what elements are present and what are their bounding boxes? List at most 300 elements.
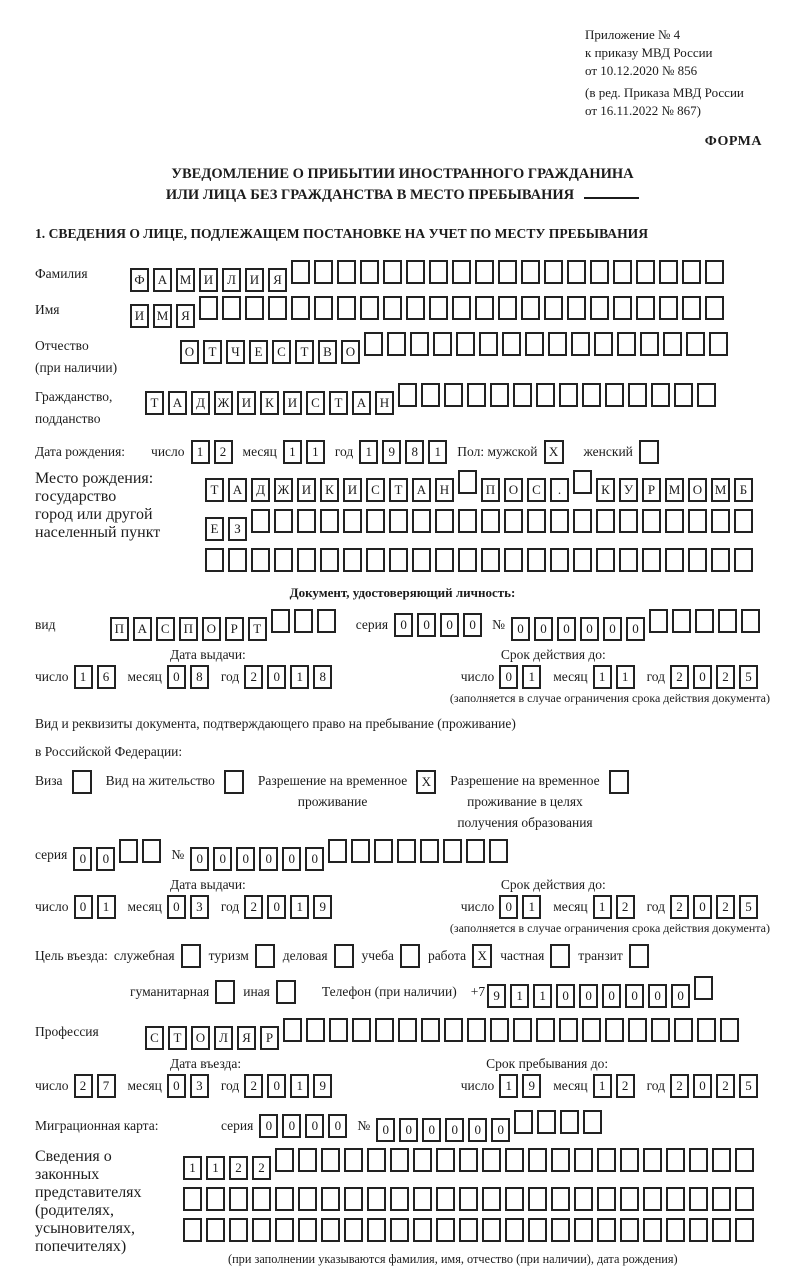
char-cell: 5 (739, 1074, 758, 1098)
char-cell (505, 1148, 524, 1172)
char-cell (574, 1148, 593, 1172)
char-cell (436, 1187, 455, 1211)
char-cell (514, 1110, 533, 1134)
char-cell: 0 (626, 617, 645, 641)
char-cell (537, 1110, 556, 1134)
char-cell (275, 1148, 294, 1172)
form-row-birthdate (35, 440, 770, 464)
option-label: гуманитарная (130, 984, 210, 999)
char-cell (183, 1187, 202, 1211)
char-cell (383, 260, 402, 284)
stay-month-cells (593, 1074, 639, 1098)
birthplace-label-line: населенный пункт (35, 524, 161, 541)
char-cell (482, 1218, 501, 1242)
doc-series-cells (394, 613, 486, 637)
birthplace-label-line: Место рождения: (35, 470, 154, 487)
char-cell (573, 548, 592, 572)
char-cell: А (133, 617, 152, 641)
char-cell: 0 (74, 895, 93, 919)
char-cell: Л (222, 268, 241, 292)
char-cell (694, 976, 713, 1000)
migration-card-number-cells (376, 1110, 606, 1142)
char-cell (413, 1218, 432, 1242)
label-line: получения образования (457, 815, 593, 830)
char-cell (502, 332, 521, 356)
char-cell (366, 509, 385, 533)
char-cell (689, 1148, 708, 1172)
char-cell (573, 509, 592, 533)
char-cell (283, 1018, 302, 1042)
char-cell: 0 (534, 617, 553, 641)
char-cell (697, 1018, 716, 1042)
char-cell (374, 839, 393, 863)
char-cell: . (550, 478, 569, 502)
char-cell: П (481, 478, 500, 502)
char-cell: 0 (422, 1118, 441, 1142)
birthplace-label (35, 470, 205, 579)
residence-doc-line1: Вид и реквизиты документа, подтверждающего право на пребывание (проживание) (35, 716, 516, 731)
char-cell (329, 1018, 348, 1042)
char-cell (551, 1218, 570, 1242)
char-cell (548, 332, 567, 356)
char-cell: Т (295, 340, 314, 364)
char-cell: 1 (283, 440, 302, 464)
char-cell (337, 296, 356, 320)
char-cell (398, 1018, 417, 1042)
char-cell: О (341, 340, 360, 364)
label-line: проживание в целях (467, 794, 583, 809)
char-cell (458, 470, 477, 494)
char-cell (712, 1148, 731, 1172)
legal-representatives-cell-rows (183, 1148, 758, 1267)
char-cell (711, 548, 730, 572)
option-label: деловая (282, 948, 328, 963)
char-cell (720, 1018, 739, 1042)
gender-female-label: женский (583, 444, 633, 459)
char-cell: И (283, 391, 302, 415)
char-cell: 0 (463, 613, 482, 637)
checkbox-male: X (544, 440, 564, 464)
char-cell (433, 332, 452, 356)
char-cell (475, 296, 494, 320)
expiry-note: (заполняется в случае ограничения срока действия документа) (449, 691, 770, 705)
month-label: месяц (242, 444, 277, 459)
char-cell: 0 (190, 847, 209, 871)
identity-doc-heading: Документ, удостоверяющий личность: (289, 585, 516, 600)
form-row-patronymic (35, 332, 770, 379)
option-temp-residence-label (258, 770, 407, 812)
char-cell: 0 (468, 1118, 487, 1142)
char-cell: М (176, 268, 195, 292)
char-cell: 2 (716, 665, 735, 689)
option-label: работа (427, 948, 467, 963)
char-cell: Т (203, 340, 222, 364)
char-cell (343, 548, 362, 572)
char-cell (550, 509, 569, 533)
day-label: число (35, 899, 69, 914)
patronymic-label-line: Отчество (35, 338, 89, 353)
checkbox-private (550, 944, 570, 968)
doc-type-cells (110, 609, 340, 641)
char-cell: 0 (96, 847, 115, 871)
char-cell (229, 1218, 248, 1242)
char-cell: 0 (376, 1118, 395, 1142)
char-cell: О (180, 340, 199, 364)
char-cell: О (191, 1026, 210, 1050)
char-cell (636, 260, 655, 284)
char-cell: В (318, 340, 337, 364)
expiry-date-group (461, 895, 770, 919)
char-cell (298, 1218, 317, 1242)
char-cell (412, 509, 431, 533)
issue-day-cells (74, 895, 120, 919)
char-cell: 2 (229, 1156, 248, 1180)
checkbox-temp-residence: X (416, 770, 436, 794)
char-cell: И (130, 304, 149, 328)
char-cell (328, 839, 347, 863)
char-cell (663, 332, 682, 356)
patronymic-label (35, 332, 180, 379)
char-cell (551, 1187, 570, 1211)
char-cell: 0 (625, 984, 644, 1008)
char-cell (456, 332, 475, 356)
char-cell (321, 1218, 340, 1242)
option-tourism (209, 944, 275, 968)
char-cell: С (527, 478, 546, 502)
issue-year-cells (244, 895, 336, 919)
option-transit (578, 944, 649, 968)
char-cell (734, 548, 753, 572)
option-visa (35, 770, 92, 794)
char-cell: 1 (290, 895, 309, 919)
char-cell: 0 (580, 617, 599, 641)
char-cell (320, 509, 339, 533)
char-cell (435, 509, 454, 533)
char-cell: М (153, 304, 172, 328)
char-cell (274, 509, 293, 533)
char-cell (321, 1187, 340, 1211)
char-cell: 1 (290, 665, 309, 689)
char-cell (364, 332, 383, 356)
checkbox-residence-permit (224, 770, 244, 794)
char-cell (617, 332, 636, 356)
char-cell (559, 383, 578, 407)
char-cell: 1 (593, 665, 612, 689)
char-cell: 1 (522, 895, 541, 919)
form-row-citizenship (35, 383, 770, 430)
char-cell (712, 1218, 731, 1242)
day-label: число (35, 669, 69, 684)
char-cell: Н (435, 478, 454, 502)
char-cell (321, 1148, 340, 1172)
char-cell: 3 (190, 1074, 209, 1098)
option-business-trip (114, 944, 201, 968)
char-cell (674, 383, 693, 407)
year-label: год (646, 899, 665, 914)
char-cell: 2 (252, 1156, 271, 1180)
char-cell (521, 296, 540, 320)
char-cell: Р (642, 478, 661, 502)
number-label: № (171, 847, 185, 862)
char-cell (628, 383, 647, 407)
char-cell: А (228, 478, 247, 502)
annex-line: Приложение № 4 (585, 27, 681, 42)
char-cell: И (343, 478, 362, 502)
char-cell: 9 (487, 984, 506, 1008)
char-cell: П (179, 617, 198, 641)
char-cell (490, 383, 509, 407)
checkbox-study (400, 944, 420, 968)
issue-month-cells (167, 895, 213, 919)
char-cell (695, 609, 714, 633)
option-temp-residence-education-label (450, 770, 599, 833)
char-cell (574, 1187, 593, 1211)
name-cells (130, 296, 728, 328)
surname-cells (130, 260, 728, 292)
option-other (243, 980, 296, 1004)
char-cell: 0 (603, 617, 622, 641)
char-cell (481, 548, 500, 572)
number-label: № (357, 1118, 371, 1133)
char-cell (320, 548, 339, 572)
char-cell: 7 (97, 1074, 116, 1098)
char-cell (682, 260, 701, 284)
char-cell: 1 (428, 440, 447, 464)
residence-doc-line2: в Российской Федерации: (35, 744, 183, 759)
char-cell: 9 (522, 1074, 541, 1098)
char-cell (605, 1018, 624, 1042)
checkbox-female (639, 440, 659, 464)
char-cell: 0 (693, 895, 712, 919)
char-cell (582, 383, 601, 407)
char-cell: 1 (191, 440, 210, 464)
char-cell: 2 (616, 895, 635, 919)
char-cell (505, 1218, 524, 1242)
char-cell: 0 (259, 847, 278, 871)
surname-label: Фамилия (35, 266, 88, 281)
option-label: туризм (208, 948, 249, 963)
identity-doc-dates (35, 647, 770, 706)
char-cell (444, 383, 463, 407)
char-cell (551, 1148, 570, 1172)
char-cell (443, 839, 462, 863)
char-cell (343, 509, 362, 533)
option-temp-residence-education (450, 770, 628, 833)
char-cell (643, 1148, 662, 1172)
char-cell: 0 (167, 665, 186, 689)
char-cell (467, 1018, 486, 1042)
char-cell: 0 (167, 1074, 186, 1098)
char-cell (298, 1148, 317, 1172)
title-line-1: УВЕДОМЛЕНИЕ О ПРИБЫТИИ ИНОСТРАННОГО ГРАЖДАНИНА (171, 166, 634, 182)
issue-date-header: Дата выдачи: (170, 647, 246, 662)
char-cell (352, 1018, 371, 1042)
char-cell: 0 (305, 1114, 324, 1138)
char-cell: Ф (130, 268, 149, 292)
checkbox-transit (629, 944, 649, 968)
char-cell: 1 (97, 895, 116, 919)
char-cell (275, 1187, 294, 1211)
char-cell: П (110, 617, 129, 641)
char-cell (498, 260, 517, 284)
char-cell (536, 383, 555, 407)
option-label: иная (243, 984, 270, 999)
citizenship-label-line: подданство (35, 411, 101, 426)
char-cell (594, 332, 613, 356)
char-cell (142, 839, 161, 863)
char-cell (228, 548, 247, 572)
char-cell (406, 260, 425, 284)
char-cell (294, 609, 313, 633)
char-cell (251, 548, 270, 572)
residence-doc-dates (35, 877, 770, 936)
char-cell (705, 296, 724, 320)
char-cell (229, 1187, 248, 1211)
char-cell: С (366, 478, 385, 502)
char-cell (398, 383, 417, 407)
char-cell: 0 (693, 665, 712, 689)
birthdate-day-cells (191, 440, 237, 464)
patronymic-cells (180, 332, 732, 364)
char-cell: 2 (670, 895, 689, 919)
option-temp-residence (258, 770, 436, 812)
char-cell: 0 (305, 847, 324, 871)
option-private (500, 944, 570, 968)
char-cell: 0 (440, 613, 459, 637)
char-cell: 2 (716, 1074, 735, 1098)
char-cell (550, 548, 569, 572)
char-cell: 1 (206, 1156, 225, 1180)
entry-date-group (35, 1074, 344, 1098)
char-cell (620, 1148, 639, 1172)
issue-date-header: Дата выдачи: (170, 877, 246, 892)
checkbox-visa (72, 770, 92, 794)
birthdate-year-cells (359, 440, 451, 464)
char-cell (412, 548, 431, 572)
char-cell: 2 (616, 1074, 635, 1098)
char-cell (458, 548, 477, 572)
form-row-migration-card (35, 1110, 770, 1142)
char-cell (479, 332, 498, 356)
char-cell (620, 1218, 639, 1242)
char-cell (735, 1187, 754, 1211)
char-cell: С (272, 340, 291, 364)
birthplace-row1 (205, 470, 757, 502)
char-cell (429, 260, 448, 284)
char-cell (458, 509, 477, 533)
char-cell: Ч (226, 340, 245, 364)
char-cell (268, 296, 287, 320)
char-cell (709, 332, 728, 356)
annex-line: от 10.12.2020 № 856 (585, 63, 698, 78)
char-cell (375, 1018, 394, 1042)
char-cell (444, 1018, 463, 1042)
gender-male-label: Пол: мужской (457, 444, 538, 459)
char-cell: 8 (190, 665, 209, 689)
char-cell: 1 (499, 1074, 518, 1098)
char-cell (597, 1187, 616, 1211)
char-cell (420, 839, 439, 863)
char-cell: 6 (97, 665, 116, 689)
char-cell (351, 839, 370, 863)
stay-day-cells (499, 1074, 545, 1098)
char-cell: 0 (417, 613, 436, 637)
char-cell (544, 260, 563, 284)
char-cell: С (306, 391, 325, 415)
char-cell (421, 383, 440, 407)
series-label: серия (35, 847, 68, 862)
month-label: месяц (127, 669, 162, 684)
char-cell (528, 1187, 547, 1211)
label-line: проживание (297, 794, 368, 809)
form-row-purpose (35, 944, 770, 968)
checkbox-humanitarian (215, 980, 235, 1004)
residence-number-cells (190, 839, 512, 871)
char-cell (344, 1218, 363, 1242)
char-cell: 2 (670, 1074, 689, 1098)
char-cell: И (297, 478, 316, 502)
year-label: год (220, 899, 240, 914)
char-cell (665, 509, 684, 533)
month-label: месяц (553, 1078, 588, 1093)
char-cell (642, 548, 661, 572)
form-row-birthplace (35, 470, 770, 579)
form-row-identity-doc (35, 609, 770, 641)
char-cell (666, 1187, 685, 1211)
char-cell (596, 509, 615, 533)
citizenship-label (35, 383, 145, 430)
series-label: серия (221, 1118, 254, 1133)
char-cell (291, 296, 310, 320)
char-cell (689, 1187, 708, 1211)
char-cell (504, 548, 523, 572)
char-cell (527, 509, 546, 533)
char-cell (536, 1018, 555, 1042)
residence-series-cells (73, 839, 165, 871)
char-cell: Р (225, 617, 244, 641)
char-cell: 0 (445, 1118, 464, 1142)
char-cell: А (168, 391, 187, 415)
annex-line: от 16.11.2022 № 867) (585, 103, 702, 118)
year-label: год (334, 444, 354, 459)
char-cell (452, 296, 471, 320)
char-cell (597, 1148, 616, 1172)
char-cell (567, 296, 586, 320)
label-line: (родителях, (35, 1202, 115, 1219)
char-cell (659, 260, 678, 284)
char-cell (466, 839, 485, 863)
char-cell: 1 (306, 440, 325, 464)
char-cell (199, 296, 218, 320)
char-cell (206, 1187, 225, 1211)
char-cell: Я (176, 304, 195, 328)
char-cell (504, 509, 523, 533)
phone-prefix: +7 (470, 984, 486, 999)
day-label: число (460, 899, 495, 914)
char-cell (659, 296, 678, 320)
char-cell (688, 548, 707, 572)
legal-representatives-label (35, 1148, 183, 1267)
char-cell: О (202, 617, 221, 641)
char-cell: Н (375, 391, 394, 415)
year-label: год (220, 1078, 240, 1093)
char-cell (406, 296, 425, 320)
char-cell (459, 1148, 478, 1172)
char-cell: 9 (313, 895, 332, 919)
char-cell (613, 260, 632, 284)
label-line: Сведения о (35, 1148, 112, 1165)
char-cell: С (156, 617, 175, 641)
